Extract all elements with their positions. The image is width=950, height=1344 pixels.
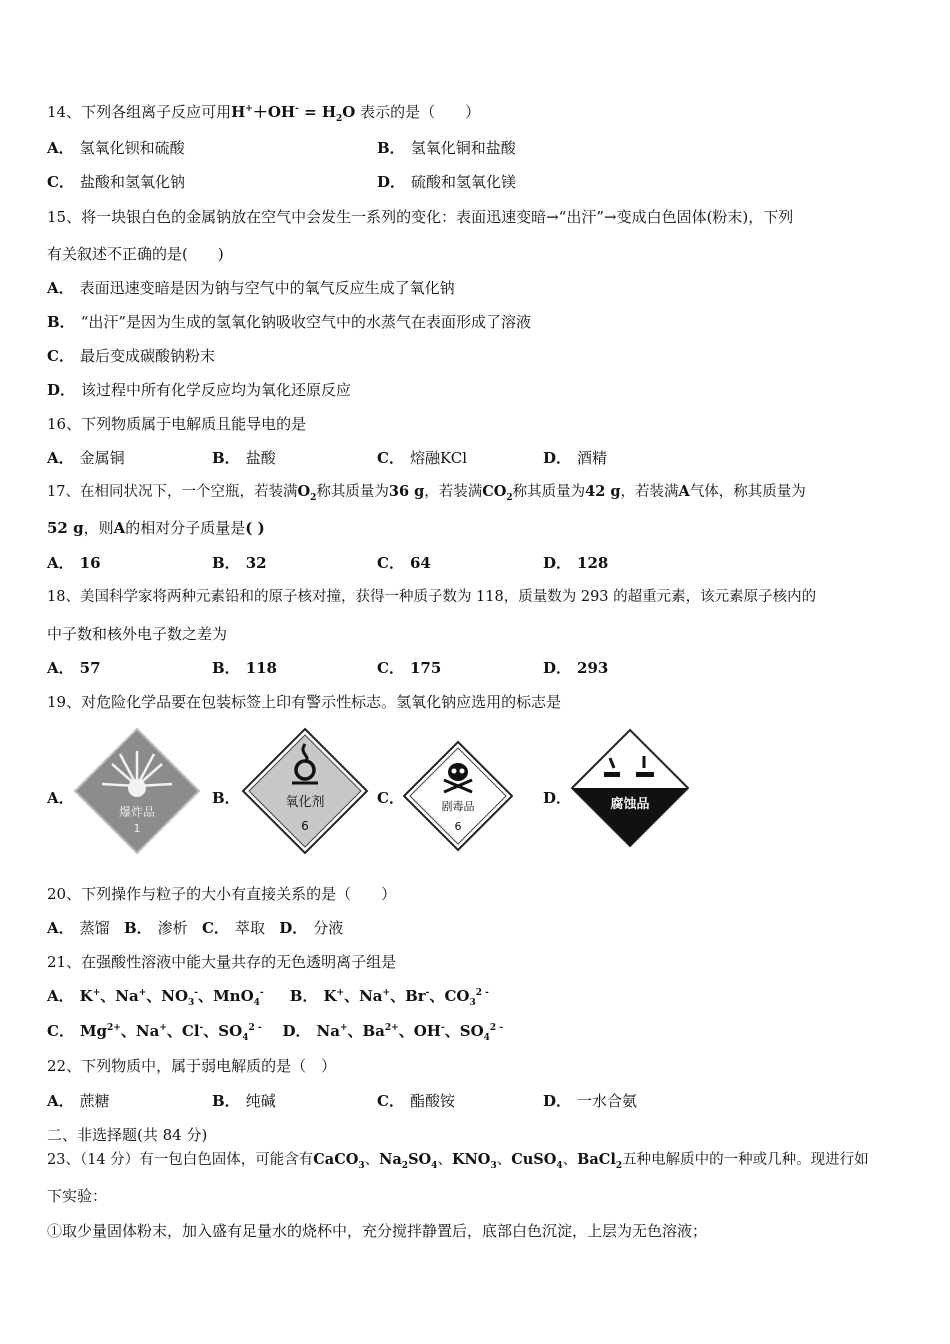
q18-option-c: C． 175 [377,659,442,677]
q16-option-a: A． 金属铜 [47,449,125,467]
q18-stem-line1: 18、美国科学家将两种元素铅和的原子核对撞，获得一种质子数为 118，质量数为 293 的超重元素，该元素原子核内的 [47,589,817,605]
q23-step1: ①取少量固体粉末，加入盛有足量水的烧杯中，充分搅拌静置后，底部白色沉淀，上层为无色溶液； [47,1222,708,1240]
q14-option-a: A． 氢氧化钡和硫酸 [47,139,185,157]
q19-option-c-label: C． [377,789,404,807]
q14-option-d: D． 硫酸和氢氧化镁 [377,173,517,191]
oxidizer-sign-text: 氧化剂 [285,795,325,810]
q18-option-d: D． 293 [543,659,609,677]
q17-stem-line2: 52 g，则A的相对分子质量是( ) [47,519,265,537]
explosive-sign-icon [72,726,202,856]
q19-stem: 19、对危险化学品要在包装标签上印有警示性标志。氢氧化钠应选用的标志是 [47,693,562,711]
q15-option-a: A． 表面迅速变暗是因为钠与空气中的氧气反应生成了氧化钠 [47,279,455,297]
oxidizer-sign-class: 6 [301,819,309,833]
toxic-sign-class: 6 [454,820,462,833]
q21-stem: 21、在强酸性溶液中能大量共存的无色透明离子组是 [47,953,397,971]
q17-option-b: B． 32 [212,554,267,572]
q15-option-c: C． 最后变成碳酸钠粉末 [47,347,215,365]
q22-option-a: A． 蔗糖 [47,1092,110,1110]
q22-option-d: D． 一水合氨 [543,1092,638,1110]
q18-stem-line2: 中子数和核外电子数之差为 [47,625,228,643]
q20-stem: 20、下列操作与粒子的大小有直接关系的是（ ） [47,885,397,903]
q17-stem-line1: 17、在相同状况下，一个空瓶，若装满$O_2$称其质量为36 g，若装满$CO_2$称其质量为42 g，若装满A气体，称其质量为 [47,483,806,503]
q16-option-b: B． 盐酸 [212,449,276,467]
q19-option-a-label: A． [47,789,74,807]
q15-stem-line1: 15、将一块银白色的金属钠放在空气中会发生一系列的变化：表面迅速变暗→“出汗”→变成白色固体(粉末)，下列 [47,208,794,226]
q15-stem-line2: 有关叙述不正确的是( ) [47,245,224,263]
q15-option-b: B． “出汗”是因为生成的氢氧化钠吸收空气中的水蒸气在表面形成了溶液 [47,313,532,331]
q15-option-d: D． 该过程中所有化学反应均为氧化还原反应 [47,381,352,399]
q14-option-b: B． 氢氧化铜和盐酸 [377,139,516,157]
q22-option-b: B． 纯碱 [212,1092,276,1110]
q17-option-d: D． 128 [543,554,609,572]
q16-option-c: C． 熔融KCl [377,449,468,467]
explosive-sign-class: 1 [133,822,141,835]
q17-option-c: C． 64 [377,554,431,572]
q16-option-d: D． 酒精 [543,449,608,467]
q14-option-c: C． 盐酸和氢氧化钠 [47,173,185,191]
oxidizer-sign-icon [240,726,370,856]
toxic-sign-text: 剧毒品 [441,800,475,813]
q19-option-b-label: B． [212,789,240,807]
q23-stem-line1: 23、（14 分）有一包白色固体，可能含有CaCO$_3$、$Na_2SO_4$、$KNO_3$、CuSO$_4$、BaCl$_2$五种电解质中的一种或几种。现进行如 [47,1151,869,1171]
corrosive-sign-icon [570,728,690,848]
toxic-sign-icon [402,740,514,852]
q22-option-c: C． 酯酸铵 [377,1092,455,1110]
explosive-sign-text: 爆炸品 [118,805,156,819]
q17-option-a: A． 16 [47,554,101,572]
corrosive-sign-text: 腐蚀品 [610,797,650,812]
q18-option-a: A． 57 [47,659,101,677]
section-heading: 二、非选择题(共 84 分) [47,1126,208,1144]
q21-options-ab: A． K+、Na+、$NO_3^-$、MnO$_4$- B． K+、Na+、Br-、$CO_3^{2 -}$ [47,987,489,1008]
q21-options-cd: C． $Mg^{2+}$、Na+、Cl-、$SO_4^{2 -}$ D． Na+、$Ba^{2+}$、OH-、$SO_4^{2 -}$ [47,1022,504,1043]
q18-option-b: B． 118 [212,659,277,677]
q23-stem-line2: 下实验： [47,1187,108,1205]
q20-options: A． 蒸馏 B． 渗析 C． 萃取 D． 分液 [47,919,344,937]
q14-stem: 14、下列各组离子反应可用$H^++OH^- = H_2O$ 表示的是（ ） [47,103,481,124]
q19-option-d-label: D． [543,789,572,807]
q16-stem: 16、下列物质属于电解质且能导电的是 [47,415,307,433]
q22-stem: 22、下列物质中，属于弱电解质的是（ ） [47,1057,337,1075]
